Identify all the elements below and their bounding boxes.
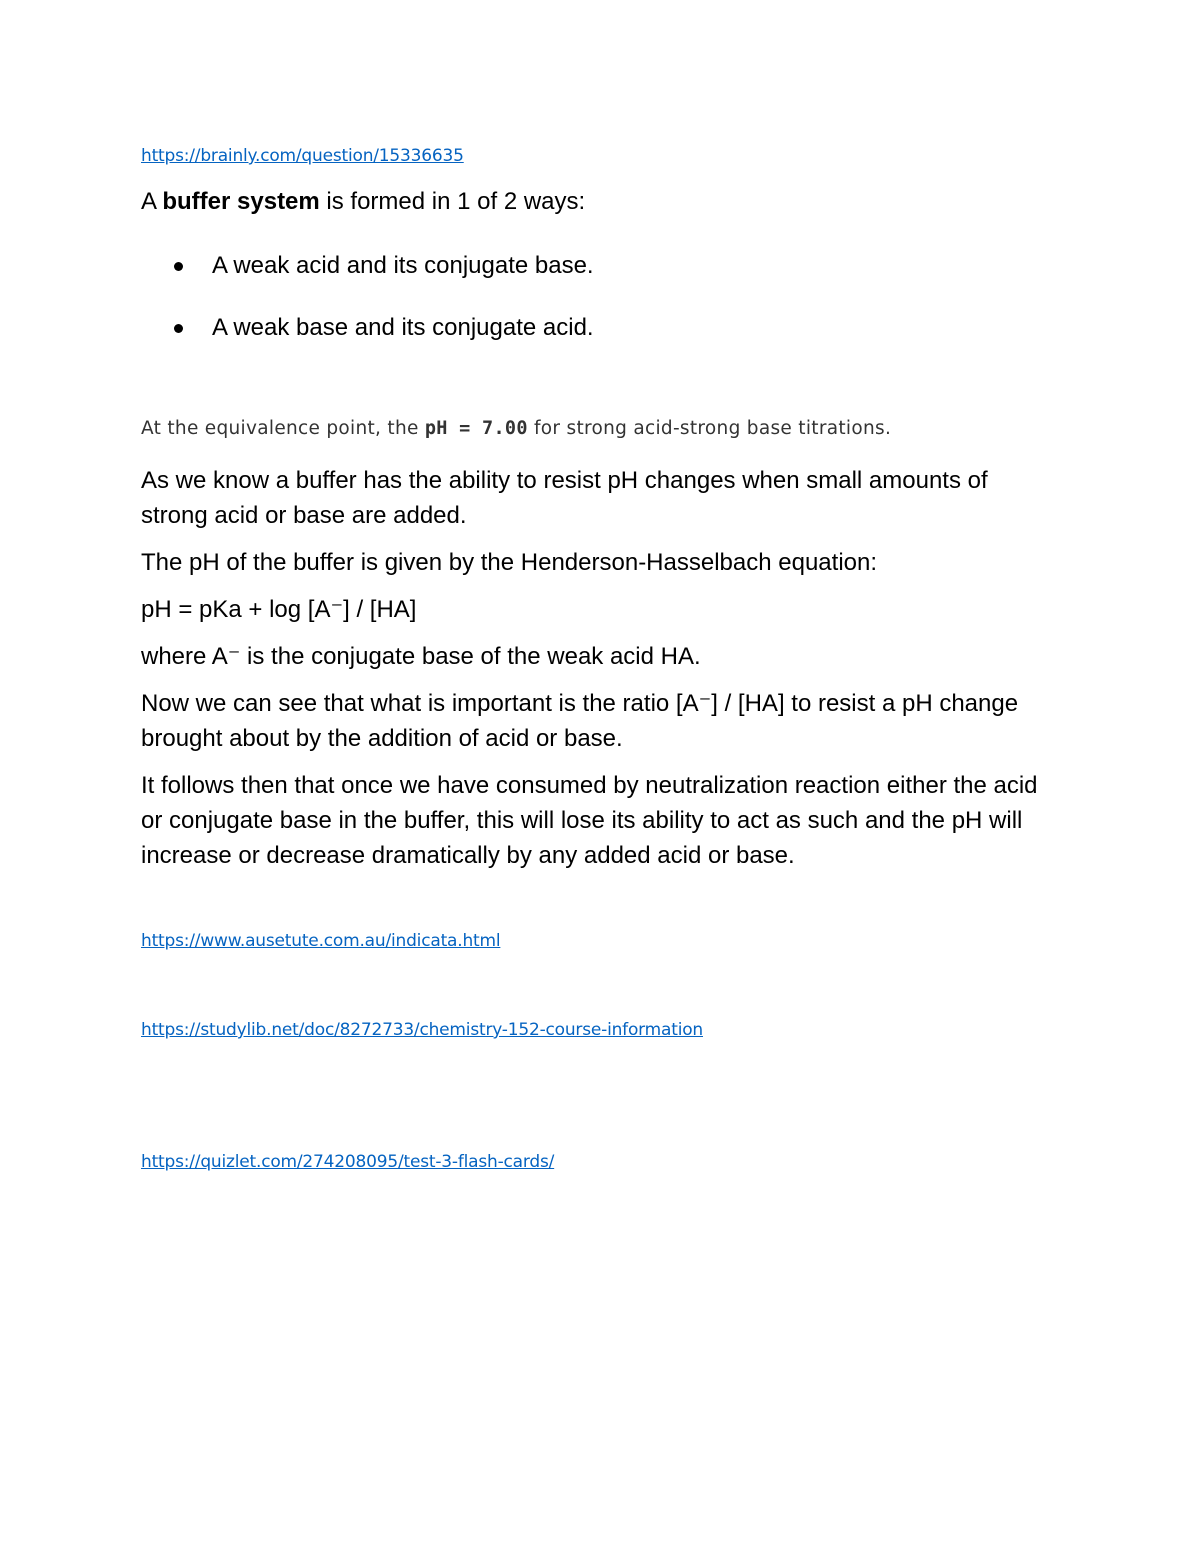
intro-suffix: is formed in 1 of 2 ways:: [319, 188, 586, 215]
list-item: [172, 314, 594, 376]
equivalence-before: At the equivalence point, the: [141, 418, 425, 439]
equivalence-after: for strong acid-strong base titrations.: [527, 418, 892, 439]
list-item: [172, 252, 594, 314]
link-quizlet[interactable]: https://quizlet.com/274208095/test-3-flash-cards/: [141, 1152, 555, 1172]
explanation-block: [141, 463, 1061, 885]
paragraph-consumed: It follows then that once we have consumed by neutralization reaction either the acid or conjugate base in the buffer, this will lose its ability to act as such and the pH will increase or decrease dramatically by any added acid or base.: [141, 772, 1038, 869]
paragraph-buffer-ability: As we know a buffer has the ability to resist pH changes when small amounts of strong acid or base are added.: [141, 467, 988, 529]
link-studylib[interactable]: https://studylib.net/doc/8272733/chemistry-152-course-information: [141, 1020, 703, 1040]
intro-line: [141, 188, 585, 216]
equivalence-note: [141, 418, 891, 439]
link-brainly[interactable]: https://brainly.com/question/15336635: [141, 146, 464, 166]
equivalence-math: pH = 7.00: [424, 418, 528, 439]
list-item-text: A weak acid and its conjugate base.: [212, 252, 594, 279]
paragraph-henderson-intro: The pH of the buffer is given by the Henderson-Hasselbach equation:: [141, 549, 878, 576]
bullet-icon: [174, 262, 183, 271]
intro-bold-term: buffer system: [162, 188, 320, 215]
paragraph-ratio: Now we can see that what is important is the ratio [A⁻] / [HA] to resist a pH change brought about by the addition of acid or base.: [141, 690, 1019, 752]
paragraph-where: where A⁻ is the conjugate base of the weak acid HA.: [141, 643, 701, 670]
buffer-ways-list: [172, 252, 594, 376]
link-ausetute[interactable]: https://www.ausetute.com.au/indicata.html: [141, 931, 501, 951]
bullet-icon: [174, 324, 183, 333]
intro-prefix: A: [141, 188, 163, 215]
list-item-text: A weak base and its conjugate acid.: [212, 314, 594, 341]
paragraph-equation: pH = pKa + log [A⁻] / [HA]: [141, 596, 417, 623]
